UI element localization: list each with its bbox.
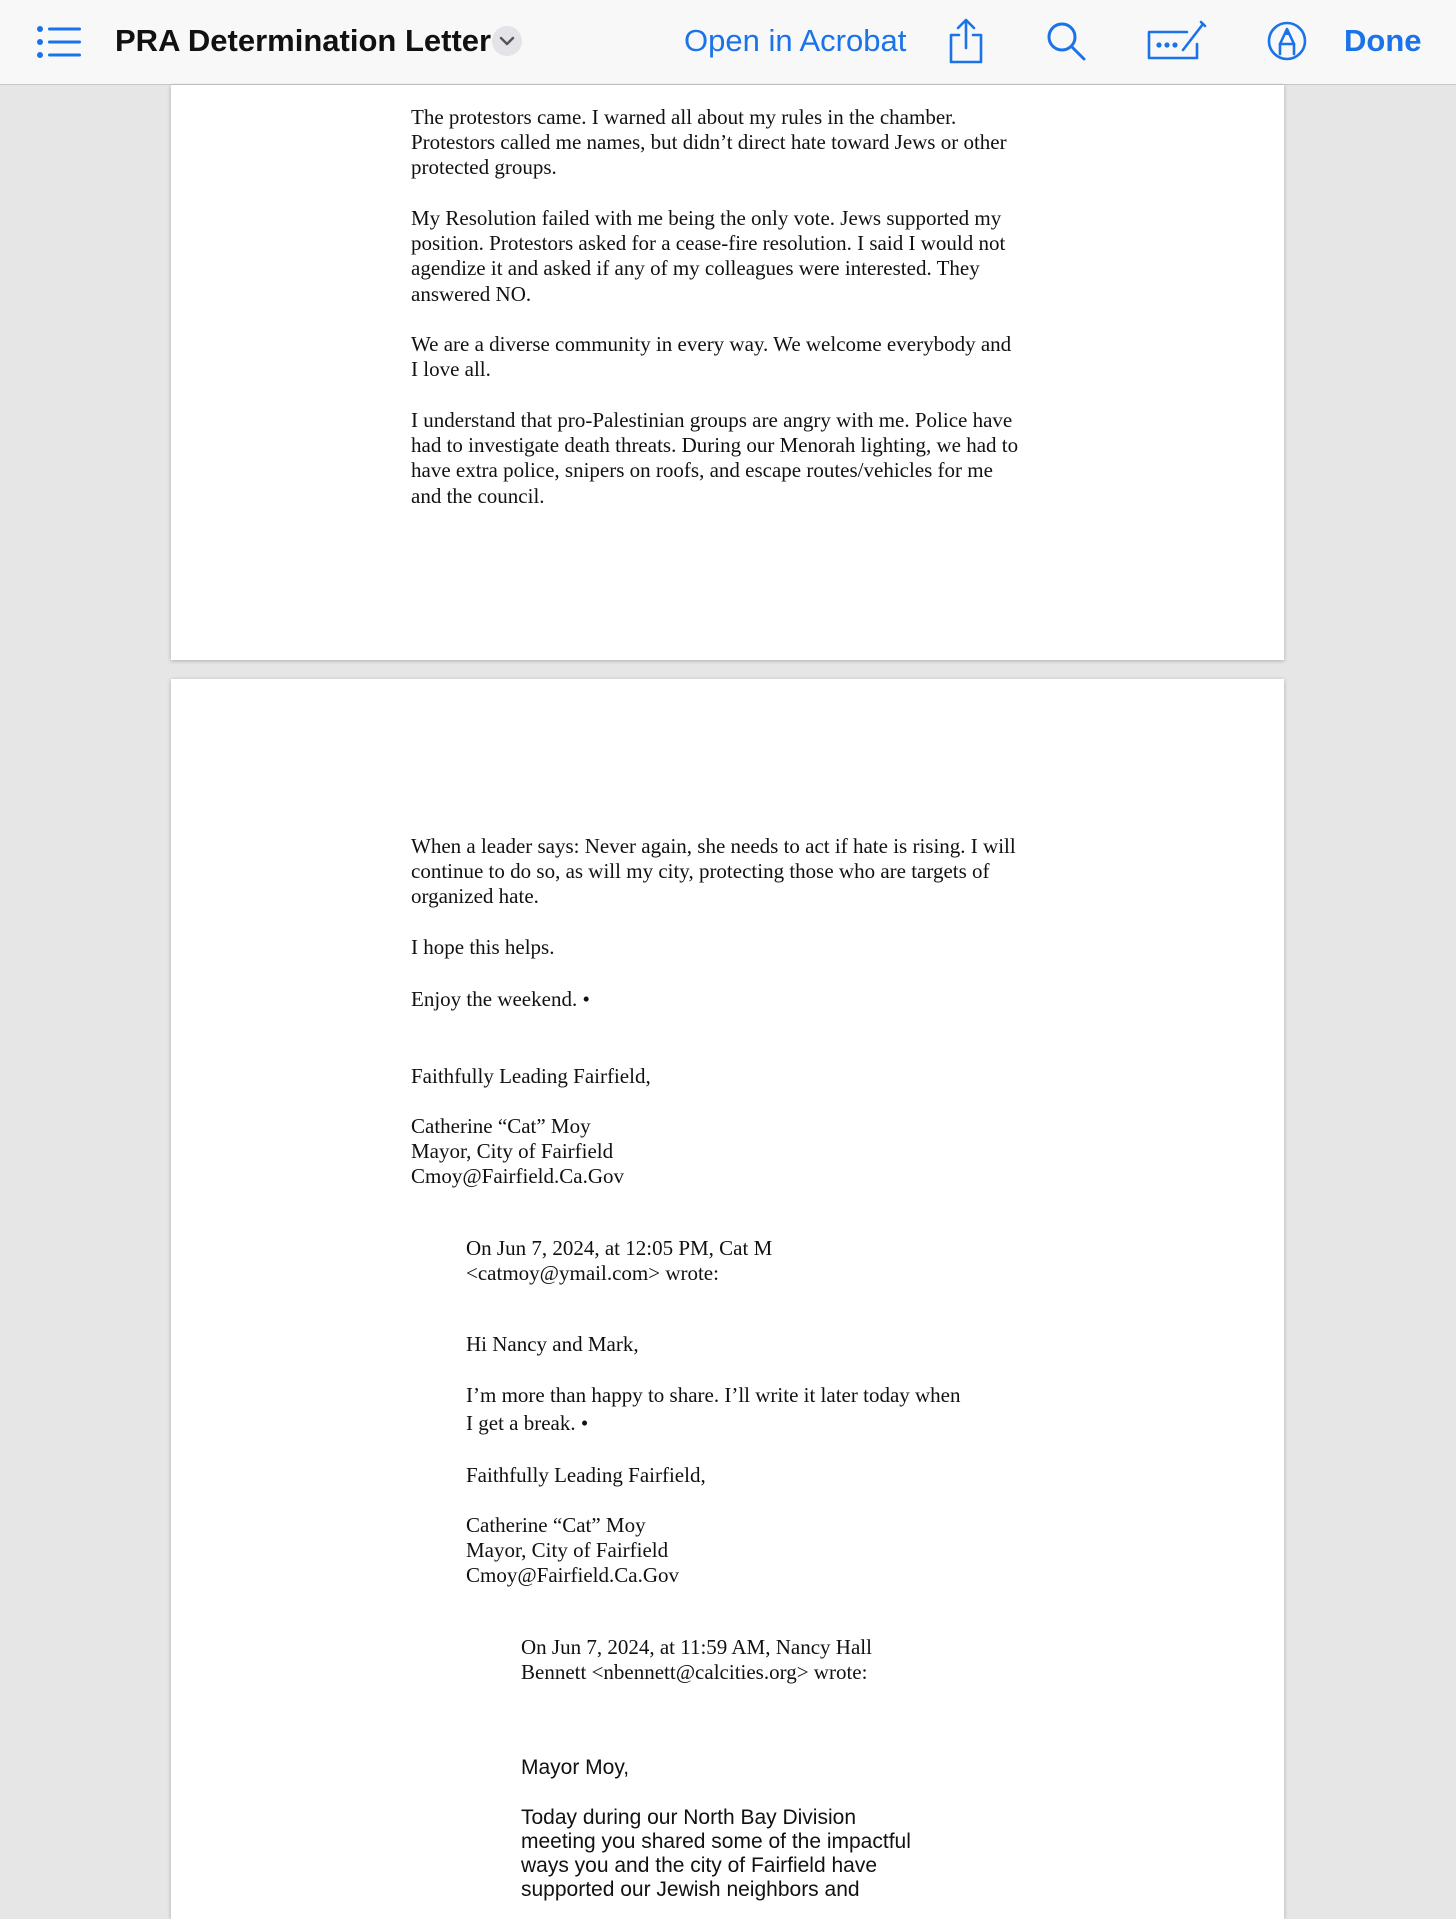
quoted-email-header: On Jun 7, 2024, at 11:59 AM, Nancy Hall Bennett <nbennett@calcities.org> wrote: xyxy=(521,1635,872,1685)
signature-block: Catherine “Cat” Moy Mayor, City of Fairfield Cmoy@Fairfield.Ca.Gov xyxy=(411,1114,624,1189)
quoted-greeting: Hi Nancy and Mark, xyxy=(466,1332,639,1356)
document-page-1 xyxy=(171,85,1284,660)
quoted-paragraph: Today during our North Bay Division meeting you shared some of the impactful ways you and the city of Fairfield have supported our Jewish neighbors and xyxy=(521,1806,911,1901)
open-in-acrobat-button[interactable]: Open in Acrobat xyxy=(684,23,907,58)
paragraph: When a leader says: Never again, she needs to act if hate is rising. I will continue to do so, as will my city, protecting those who are targets of organized hate. xyxy=(411,834,1016,909)
document-page-2 xyxy=(171,679,1284,1919)
paragraph: I hope this helps. xyxy=(411,935,555,959)
paragraph: My Resolution failed with me being the only vote. Jews supported my position. Protestors asked for a cease-fire resolution. I said I would not agendize it and asked if any of my colleagues were interested. They answered NO. xyxy=(411,206,1006,306)
quoted-email-header: On Jun 7, 2024, at 12:05 PM, Cat M <catmoy@ymail.com> wrote: xyxy=(466,1236,773,1286)
markup-icon[interactable] xyxy=(1145,20,1207,62)
quoted-paragraph: I’m more than happy to share. I’ll write it later today when I get a break. • xyxy=(466,1383,961,1435)
quoted-greeting: Mayor Moy, xyxy=(521,1756,630,1779)
closing: Faithfully Leading Fairfield, xyxy=(411,1064,651,1088)
paragraph: I understand that pro-Palestinian groups are angry with me. Police have had to investigate death threats. During our Menorah lighting, we had to have extra police, snipers on roofs, and escape routes/vehicles for me and the council. xyxy=(411,408,1019,508)
paragraph: The protestors came. I warned all about my rules in the chamber. Protestors called me names, but didn’t direct hate toward Jews or other protected groups. xyxy=(411,105,1007,180)
quoted-closing: Faithfully Leading Fairfield, xyxy=(466,1463,706,1487)
pen-circle-icon[interactable] xyxy=(1266,20,1308,62)
list-icon[interactable] xyxy=(36,24,82,60)
done-button[interactable]: Done xyxy=(1344,23,1422,58)
toolbar xyxy=(0,0,1456,85)
quoted-signature-block: Catherine “Cat” Moy Mayor, City of Fairfield Cmoy@Fairfield.Ca.Gov xyxy=(466,1513,679,1588)
paragraph: We are a diverse community in every way. We welcome everybody and I love all. xyxy=(411,332,1012,382)
chevron-down-icon[interactable] xyxy=(492,26,522,56)
share-icon[interactable] xyxy=(946,18,986,64)
document-title[interactable]: PRA Determination Letter xyxy=(115,23,492,58)
paragraph: Enjoy the weekend. • xyxy=(411,987,590,1011)
search-icon[interactable] xyxy=(1045,20,1087,62)
